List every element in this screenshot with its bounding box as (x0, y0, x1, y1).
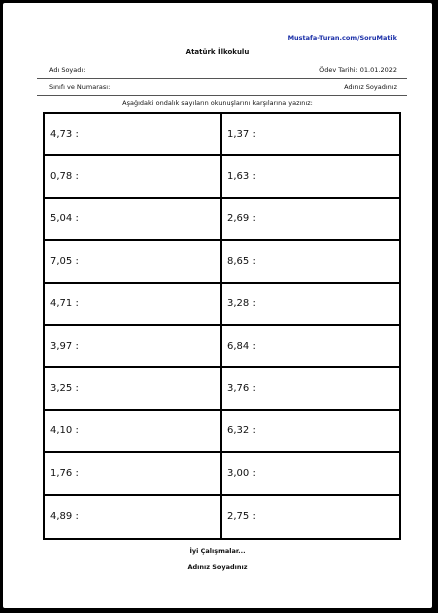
exercise-cell-right: 8,65 : (222, 241, 399, 283)
exercise-cell-left: 0,78 : (45, 156, 222, 198)
exercise-cell-right: 6,32 : (222, 411, 399, 453)
exercise-cell-left: 1,76 : (45, 453, 222, 495)
exercise-cell-right: 1,37 : (222, 114, 399, 156)
exercise-cell-left: 3,97 : (45, 326, 222, 368)
exercise-cell-right: 1,63 : (222, 156, 399, 198)
instruction-text: Aşağıdaki ondalık sayıların okunuşlarını karşılarına yazınız: (122, 99, 313, 107)
exercise-grid (43, 112, 401, 540)
worksheet-page (3, 3, 432, 608)
exercise-cell-right: 3,00 : (222, 453, 399, 495)
class-number-label: Sınıfı ve Numarası: (49, 83, 111, 91)
exercise-cell-left: 4,71 : (45, 284, 222, 326)
name-label: Adı Soyadı: (49, 66, 86, 74)
exercise-cell-left: 4,89 : (45, 496, 222, 538)
exercise-cell-left: 4,10 : (45, 411, 222, 453)
exercise-cell-right: 2,69 : (222, 199, 399, 241)
site-link[interactable]: Mustafa-Turan.com/SoruMatik (287, 34, 397, 42)
header-divider (37, 78, 407, 79)
school-title: Atatürk İlkokulu (185, 48, 250, 56)
homework-date: Ödev Tarihi: 01.01.2022 (319, 66, 397, 74)
good-luck-text: İyi Çalışmalar... (189, 547, 246, 555)
exercise-cell-left: 7,05 : (45, 241, 222, 283)
exercise-cell-right: 3,28 : (222, 284, 399, 326)
signature-text: Adınız Soyadınız (187, 563, 248, 571)
exercise-cell-left: 4,73 : (45, 114, 222, 156)
exercise-cell-right: 3,76 : (222, 368, 399, 410)
exercise-cell-right: 6,84 : (222, 326, 399, 368)
exercise-cell-left: 5,04 : (45, 199, 222, 241)
teacher-name: Adınız Soyadınız (344, 83, 397, 91)
exercise-cell-left: 3,25 : (45, 368, 222, 410)
header-divider-2 (37, 95, 407, 96)
exercise-cell-right: 2,75 : (227, 511, 256, 523)
